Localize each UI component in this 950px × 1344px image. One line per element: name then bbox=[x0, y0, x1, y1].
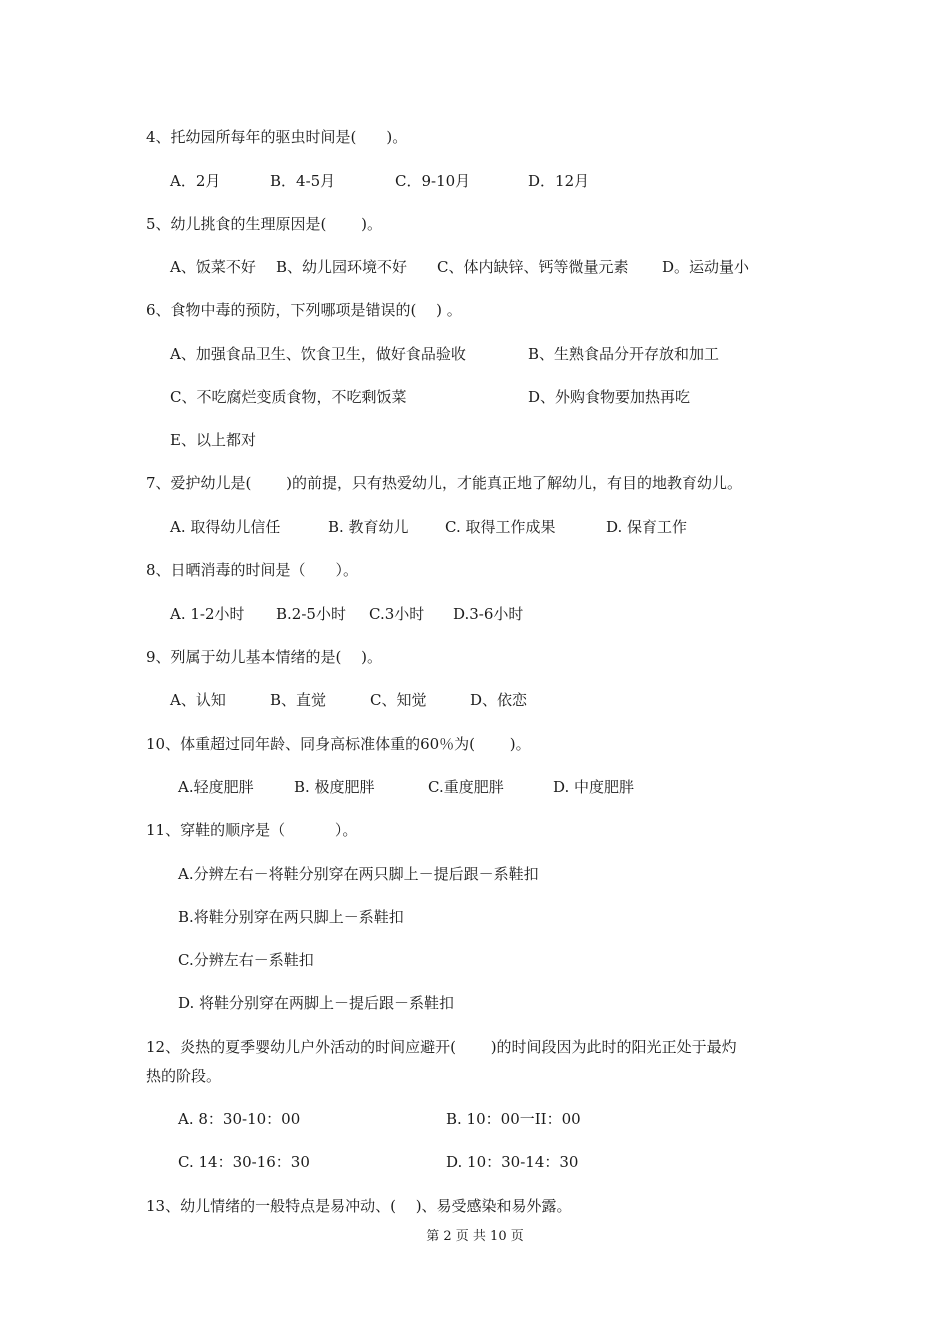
question-10-option-c: C.重度肥胖 bbox=[428, 778, 504, 796]
question-10-option-a: A.轻度肥胖 bbox=[178, 778, 254, 796]
question-11-stem: 11、穿鞋的顺序是（ ）。 bbox=[146, 821, 358, 839]
question-6-option-d: D、外购食物要加热再吃 bbox=[528, 388, 691, 406]
question-8-option-d: D.3-6小时 bbox=[453, 605, 524, 623]
question-5-option-b: B、幼儿园环境不好 bbox=[276, 258, 408, 276]
question-4-stem: 4、托幼园所每年的驱虫时间是( )。 bbox=[146, 128, 408, 146]
question-6-option-c: C、不吃腐烂变质食物，不吃剩饭菜 bbox=[170, 388, 407, 406]
question-13-stem: 13、幼儿情绪的一般特点是易冲动、( )、易受感染和易外露。 bbox=[146, 1197, 572, 1215]
question-10-stem: 10、体重超过同年龄、同身高标准体重的60％为( )。 bbox=[146, 735, 531, 753]
question-4-option-d: D．12月 bbox=[528, 172, 590, 190]
question-10-option-b: B. 极度肥胖 bbox=[294, 778, 375, 796]
question-6-stem: 6、食物中毒的预防，下列哪项是错误的( ) 。 bbox=[146, 301, 462, 319]
question-5-option-d: D。运动量小 bbox=[662, 258, 750, 276]
question-5-option-c: C、体内缺锌、钙等微量元素 bbox=[437, 258, 629, 276]
question-11-option-c: C.分辨左右－系鞋扣 bbox=[178, 951, 314, 969]
question-7-option-b: B. 教育幼儿 bbox=[328, 518, 409, 536]
question-5-option-a: A、饭菜不好 bbox=[170, 258, 256, 276]
page-number-footer: 第 2 页 共 10 页 bbox=[426, 1229, 524, 1244]
question-12-stem-line-2: 热的阶段。 bbox=[146, 1067, 222, 1085]
question-9-option-b: B、直觉 bbox=[270, 691, 327, 709]
question-6-option-a: A、加强食品卫生、饮食卫生，做好食品验收 bbox=[170, 345, 466, 363]
question-9-stem: 9、列属于幼儿基本情绪的是( )。 bbox=[146, 648, 383, 666]
question-7-option-c: C. 取得工作成果 bbox=[445, 518, 556, 536]
question-11-option-a: A.分辨左右－将鞋分别穿在两只脚上－提后跟－系鞋扣 bbox=[178, 865, 539, 883]
question-9-option-d: D、依恋 bbox=[470, 691, 528, 709]
question-6-option-e: E、以上都对 bbox=[170, 431, 256, 449]
question-4-option-b: B．4-5月 bbox=[270, 172, 336, 190]
question-12-stem-line-1: 12、炎热的夏季婴幼儿户外活动的时间应避开( )的时间段因为此时的阳光正处于最灼 bbox=[146, 1038, 737, 1056]
question-7-option-d: D. 保育工作 bbox=[606, 518, 688, 536]
question-7-option-a: A. 取得幼儿信任 bbox=[170, 518, 281, 536]
question-12-option-a: A. 8：30-10：00 bbox=[178, 1110, 301, 1128]
question-9-option-c: C、知觉 bbox=[370, 691, 427, 709]
question-8-stem: 8、日晒消毒的时间是（ ）。 bbox=[146, 561, 359, 579]
question-11-option-d: D. 将鞋分别穿在两脚上－提后跟－系鞋扣 bbox=[178, 994, 455, 1012]
question-8-option-c: C.3小时 bbox=[369, 605, 425, 623]
question-8-option-b: B.2-5小时 bbox=[276, 605, 346, 623]
question-4-option-c: C．9-10月 bbox=[395, 172, 471, 190]
question-10-option-d: D. 中度肥胖 bbox=[553, 778, 635, 796]
question-12-option-c: C. 14：30-16：30 bbox=[178, 1153, 310, 1171]
question-11-option-b: B.将鞋分别穿在两只脚上－系鞋扣 bbox=[178, 908, 404, 926]
question-6-option-b: B、生熟食品分开存放和加工 bbox=[528, 345, 720, 363]
question-4-option-a: A．2月 bbox=[170, 172, 221, 190]
question-12-option-d: D. 10：30-14：30 bbox=[446, 1153, 579, 1171]
question-8-option-a: A. 1-2小时 bbox=[170, 605, 245, 623]
question-7-stem: 7、爱护幼儿是( )的前提，只有热爱幼儿，才能真正地了解幼儿，有目的地教育幼儿。 bbox=[146, 474, 743, 492]
question-9-option-a: A、认知 bbox=[170, 691, 226, 709]
question-12-option-b: B. 10：00一II：00 bbox=[446, 1110, 581, 1128]
question-5-stem: 5、幼儿挑食的生理原因是( )。 bbox=[146, 215, 383, 233]
